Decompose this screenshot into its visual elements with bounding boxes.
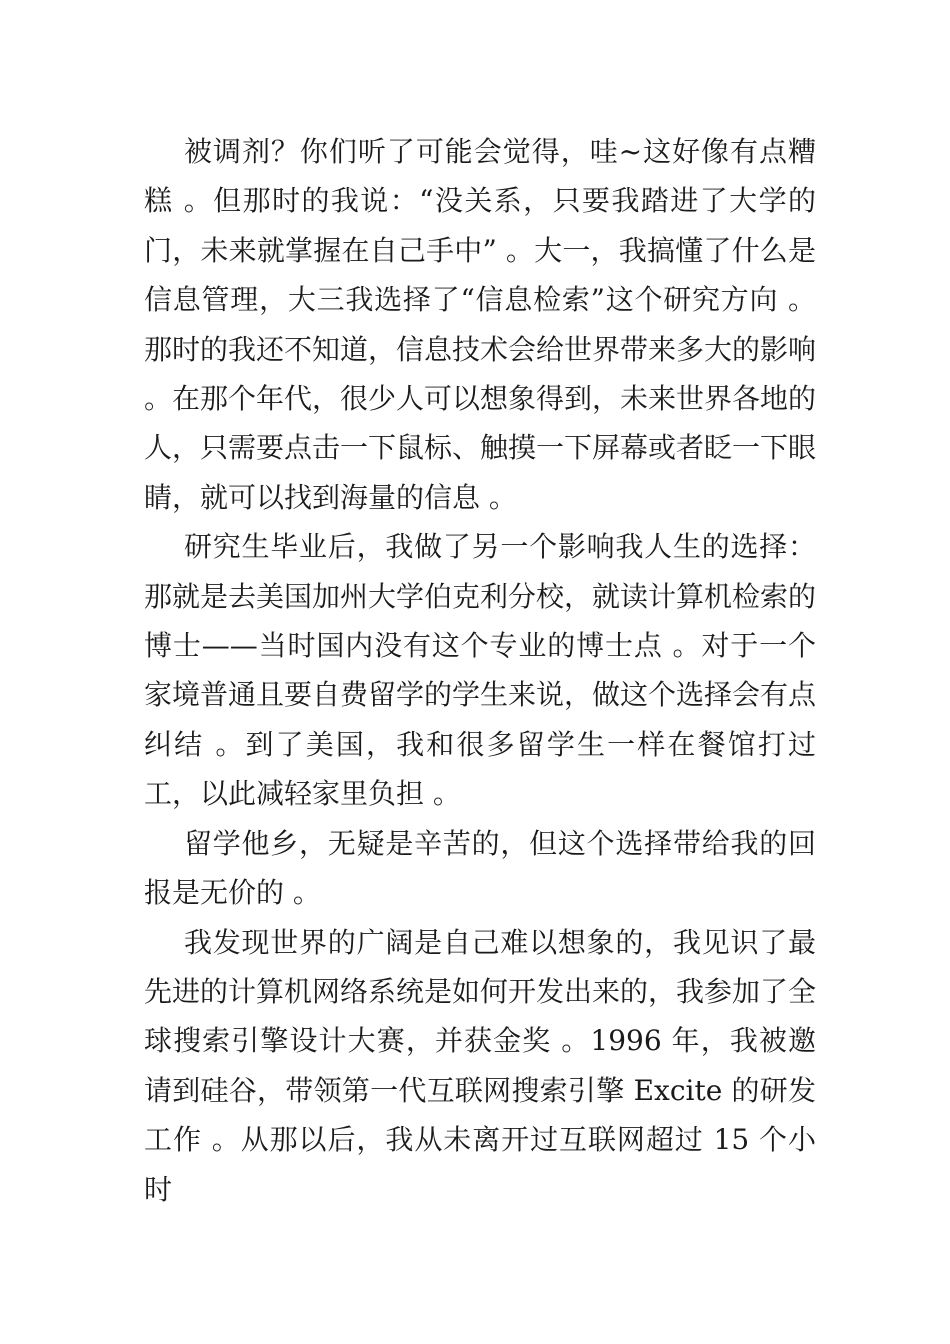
paragraph-1: 被调剂？你们听了可能会觉得，哇~这好像有点糟糕 。但那时的我说：“没关系，只要我踏进了大学的门，未来就掌握在自己手中” 。大一，我搞懂了什么是信息管理，大三我选择了“信息检索”这个研究方向 。那时的我还不知道，信息技术会给世界带来多大的影响 。在那个年代，很少人可以想象得到，未来世界各地的人，只需要点击一下鼠标、触摸一下屏幕或者眨一下眼睛，就可以找到海量的信息 。: [144, 135, 817, 514]
paragraph-4: 我发现世界的广阔是自己难以想象的，我见识了最先进的计算机网络系统是如何开发出来的，我参加了全球搜索引擎设计大赛，并获金奖 。1996 年，我被邀请到硅谷，带领第一代互联网搜索引擎 Excite 的研发工作 。从那以后，我从未离开过互联网超过 15 个小时: [144, 925, 817, 1206]
paragraph-2: 研究生毕业后，我做了另一个影响我人生的选择：那就是去美国加州大学伯克利分校，就读计算机检索的博士——当时国内没有这个专业的博士点 。对于一个家境普通且要自费留学的学生来说，做这个选择会有点纠结 。到了美国，我和很多留学生一样在餐馆打过工，以此减轻家里负担 。: [144, 530, 817, 811]
paragraph-3: 留学他乡，无疑是辛苦的，但这个选择带给我的回报是无价的 。: [144, 826, 816, 910]
body-text: [144, 127, 816, 1214]
